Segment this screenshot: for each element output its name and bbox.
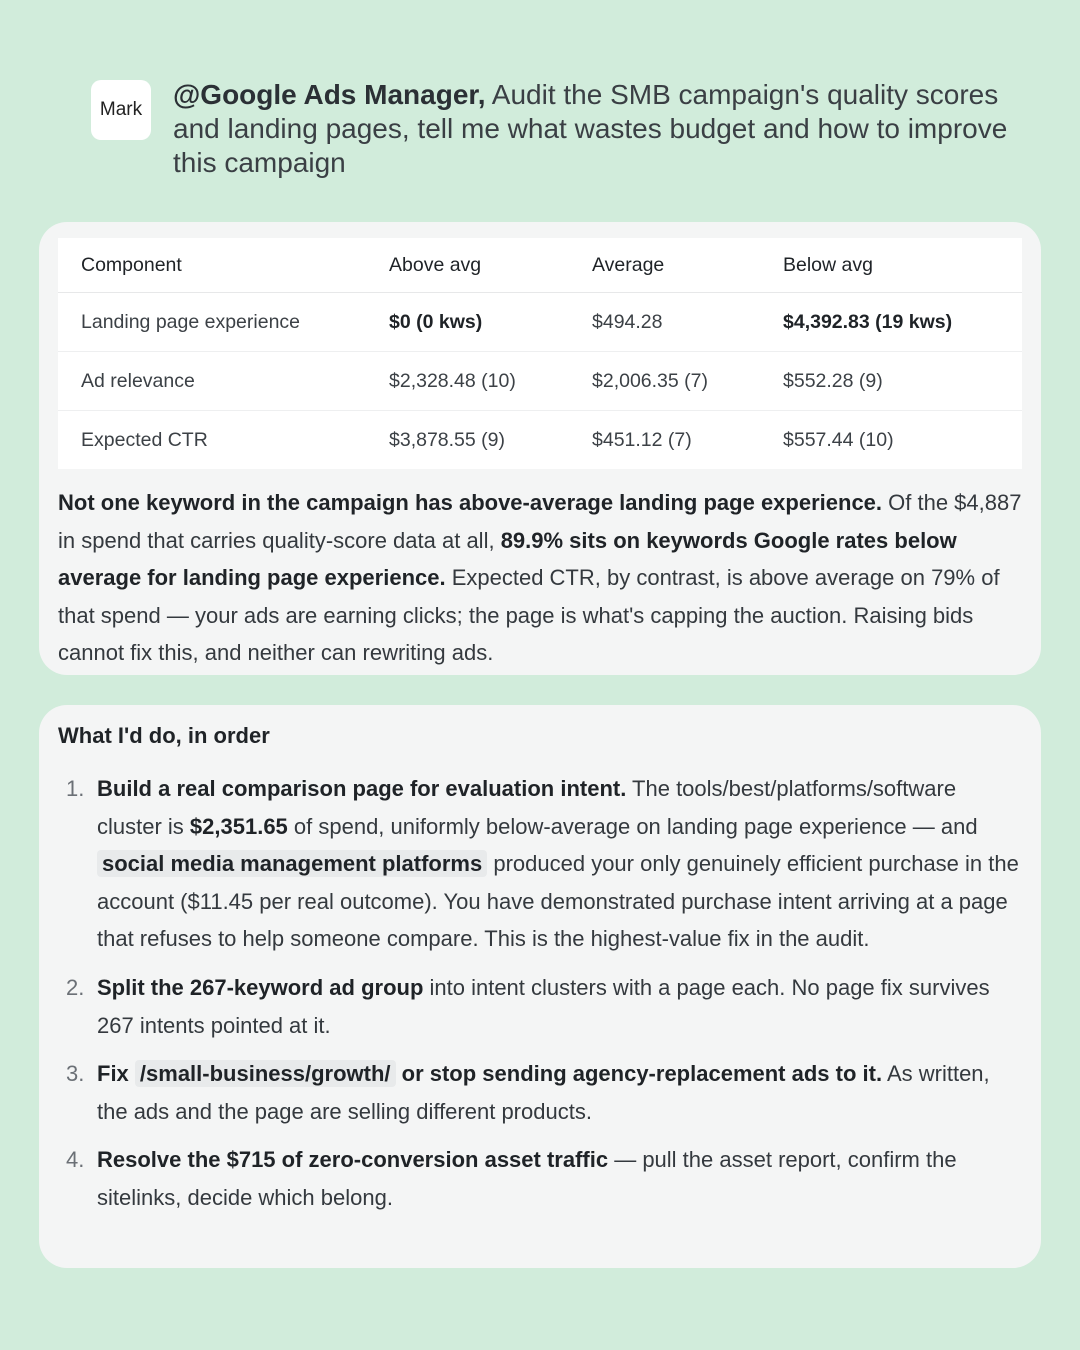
table-cell: Landing page experience — [58, 293, 366, 352]
summary-text-1: Of the $4,887 in spend that carries quality-score data at all, — [58, 490, 1022, 553]
summary-text-2: Expected CTR, by contrast, is above average on 79% of that spend — your ads are earning clicks; the page is what's capping the auction. Raising bids cannot fix this, and neither can rewriting ads. — [58, 565, 1000, 666]
item-text: The tools/best/platforms/software cluster is — [97, 776, 957, 839]
message-text — [173, 78, 1011, 180]
table-cell: $552.28 (9) — [760, 352, 1022, 411]
list-item — [58, 770, 1022, 958]
item-text: produced your only genuinely efficient purchase in the account ($11.45 per real outcome). You have demonstrated purchase intent arriving at a page that refuses to help someone compare. This is the highest-value fix in the audit. — [97, 851, 1019, 952]
table-cell: $2,328.48 (10) — [366, 352, 569, 411]
item-text: — pull the asset report, confirm the sitelinks, decide which belong. — [97, 1147, 957, 1210]
table-row — [58, 293, 1022, 352]
item-bold: Split the 267-keyword ad group — [97, 974, 424, 1000]
audit-summary-card — [39, 222, 1041, 675]
list-item — [58, 969, 1022, 1044]
list-item — [58, 1055, 1022, 1130]
table-row — [58, 411, 1022, 470]
user-message — [91, 78, 1011, 180]
table-cell: $557.44 (10) — [783, 428, 894, 451]
keyword-code: social media management platforms — [97, 850, 487, 877]
table-cell: $3,878.55 (9) — [389, 428, 506, 451]
list-number: 3. — [66, 1061, 85, 1087]
table-cell — [760, 293, 1022, 352]
item-text: of spend, uniformly below-average on landing page experience — and — [287, 813, 978, 839]
item-bold: Resolve the $715 of zero-conversion asset traffic — [97, 1147, 609, 1173]
item-bold: or stop sending agency-replacement ads to it. — [395, 1061, 883, 1087]
item-bold: $2,351.65 — [189, 813, 288, 839]
message-body: Audit the SMB campaign's quality scores and landing pages, tell me what wastes budget and how to improve this campaign — [173, 79, 1008, 178]
column-header: Average — [569, 238, 760, 293]
item-text: As written, the ads and the page are selling different products. — [97, 1061, 990, 1124]
avatar: Mark — [91, 80, 151, 140]
action-plan-heading: What I'd do, in order — [58, 723, 270, 748]
table-cell: Ad relevance — [58, 352, 366, 411]
cell-value-bold: $0 (0 kws) — [389, 310, 483, 333]
table-cell — [366, 293, 569, 352]
summary-bold-2: 89.9% sits on keywords Google rates below average for landing page experience. — [58, 527, 957, 591]
column-header: Component — [58, 238, 366, 293]
table-cell: $494.28 — [569, 293, 760, 352]
list-item — [58, 1141, 1022, 1216]
cell-value-bold: $4,392.83 (19 kws) — [783, 310, 953, 333]
item-bold: Build a real comparison page for evaluation intent. — [97, 776, 627, 801]
list-number: 4. — [66, 1147, 85, 1173]
table-cell: $2,006.35 (7) — [569, 352, 760, 411]
column-header: Below avg — [760, 238, 1022, 293]
table-cell: Expected CTR — [81, 428, 208, 451]
list-number: 1. — [66, 776, 85, 801]
summary-bold-1: Not one keyword in the campaign has above-average landing page experience. — [58, 490, 883, 515]
item-text: into intent clusters with a page each. No page fix survives 267 intents pointed at it. — [97, 974, 990, 1038]
url-code: /small-business/growth/ — [135, 1060, 396, 1087]
action-list — [58, 770, 1022, 1217]
column-header: Above avg — [366, 238, 569, 293]
quality-score-table — [58, 238, 1022, 469]
table-cell: $451.12 (7) — [592, 428, 692, 451]
item-bold: Fix — [97, 1061, 135, 1087]
action-plan-card — [39, 705, 1041, 1268]
summary-paragraph — [58, 484, 1022, 672]
table-header-row — [58, 238, 1022, 293]
mention-tag[interactable]: @Google Ads Manager, — [173, 79, 486, 110]
list-number: 2. — [66, 974, 85, 1000]
table-row — [58, 352, 1022, 411]
